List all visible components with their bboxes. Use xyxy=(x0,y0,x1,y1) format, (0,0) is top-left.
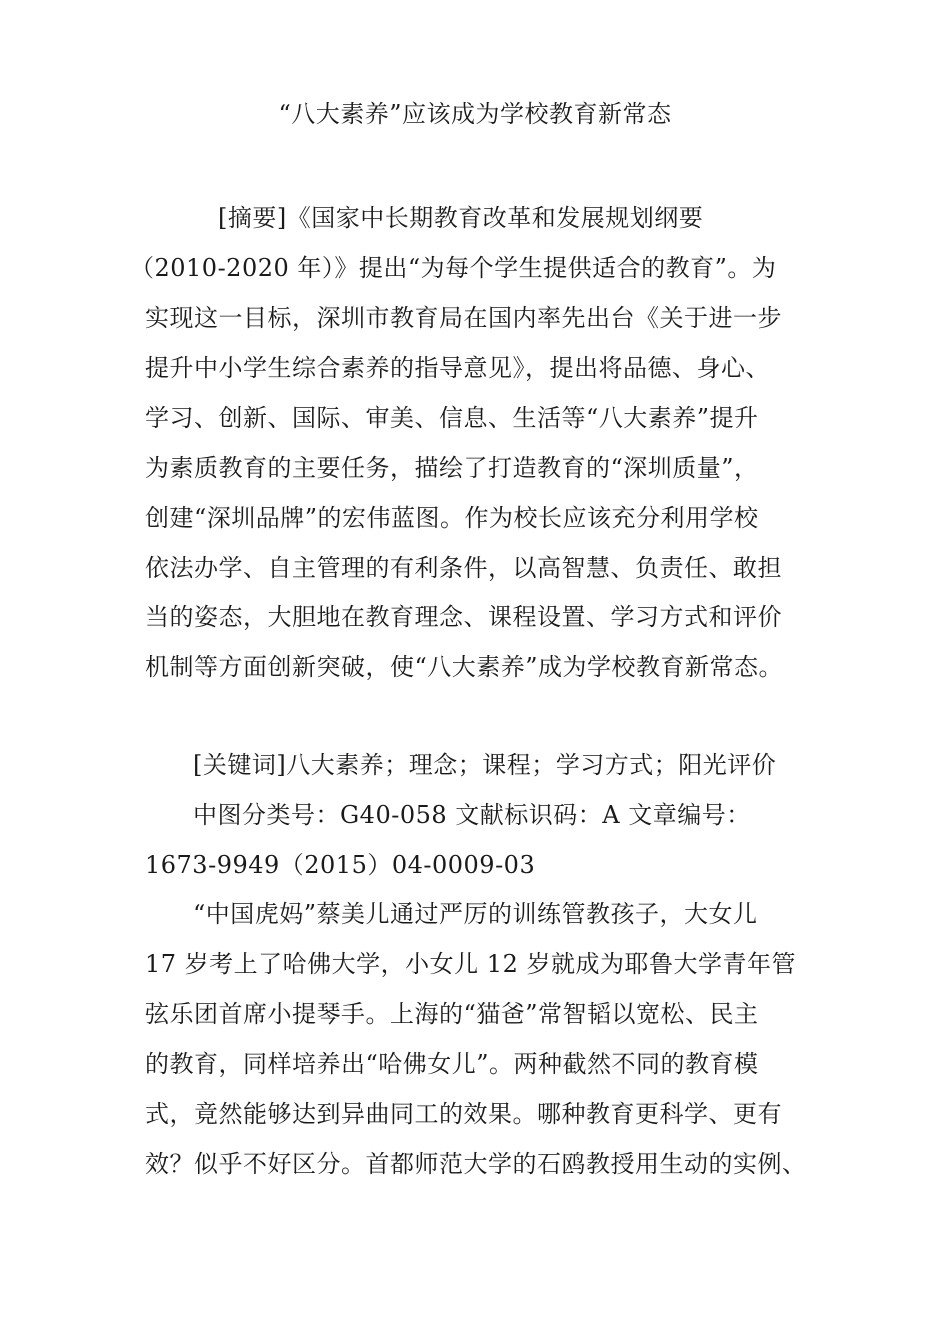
abstract-line: 提升中小学生综合素养的指导意见》，提出将品德、身心、 xyxy=(145,354,770,382)
abstract-line: 实现这一目标，深圳市教育局在国内率先出台《关于进一步 xyxy=(145,304,782,332)
abstract-line: 依法办学、自主管理的有利条件，以高智慧、负责任、敢担 xyxy=(145,554,782,582)
abstract-line: 当的姿态，大胆地在教育理念、课程设置、学习方式和评价 xyxy=(145,603,782,631)
document-title: “八大素养”应该成为学校教育新常态 xyxy=(278,100,672,128)
abstract-line: 为素质教育的主要任务，描绘了打造教育的“深圳质量”， xyxy=(145,454,759,482)
abstract-line: 学习、创新、国际、审美、信息、生活等“八大素养”提升 xyxy=(145,404,759,432)
body-line: 弦乐团首席小提琴手。上海的“猫爸”常智韬以宽松、民主 xyxy=(145,1000,759,1028)
body-line: “中国虎妈”蔡美儿通过严厉的训练管教孩子，大女儿 xyxy=(193,900,758,928)
classification-line: 中图分类号：G40-058 文献标识码：A 文章编号： xyxy=(193,801,751,829)
body-line: 式，竟然能够达到异曲同工的效果。哪种教育更科学、更有 xyxy=(145,1100,782,1128)
body-line: 的教育，同样培养出“哈佛女儿”。两种截然不同的教育模 xyxy=(145,1050,759,1078)
body-line: 效？似乎不好区分。首都师范大学的石鸥教授用生动的实例、 xyxy=(145,1150,807,1178)
abstract-line: （2010-2020 年）》提出“为每个学生提供适合的教育”。为 xyxy=(130,254,777,282)
keywords-line: [关键词]八大素养；理念；课程；学习方式；阳光评价 xyxy=(193,751,777,779)
abstract-line: [摘要]《国家中长期教育改革和发展规划纲要 xyxy=(218,204,704,232)
article-number-line: 1673-9949（2015）04-0009-03 xyxy=(145,851,536,879)
abstract-line: 创建“深圳品牌”的宏伟蓝图。作为校长应该充分利用学校 xyxy=(145,504,759,532)
abstract-line: 机制等方面创新突破，使“八大素养”成为学校教育新常态。 xyxy=(145,653,784,681)
body-line: 17 岁考上了哈佛大学，小女儿 12 岁就成为耶鲁大学青年管 xyxy=(145,950,796,978)
